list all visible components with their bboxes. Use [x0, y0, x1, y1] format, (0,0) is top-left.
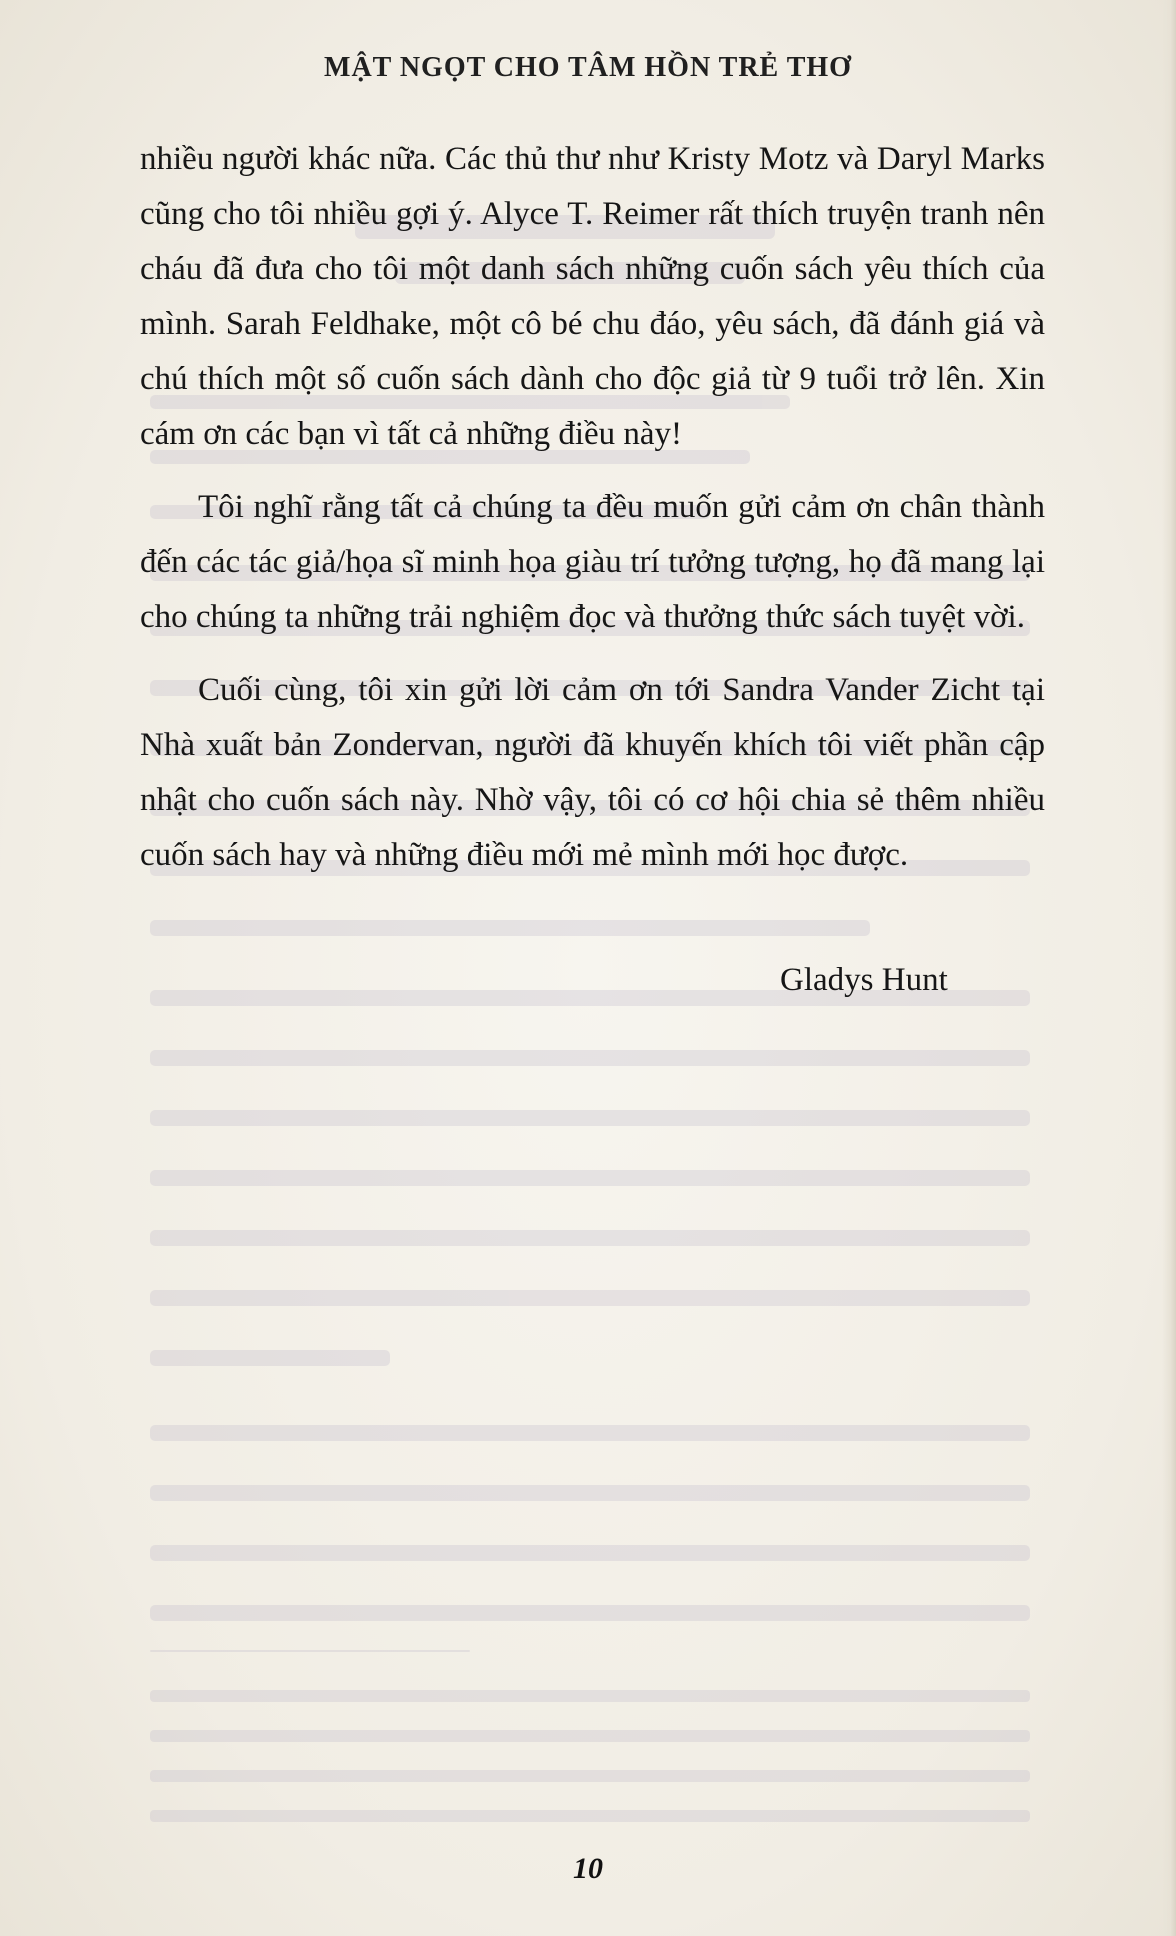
body-text — [140, 132, 1045, 883]
paragraph-1: nhiều người khác nữa. Các thủ thư như Kristy Motz và Daryl Marks cũng cho tôi nhiều gợi ý. Alyce T. Reimer rất thích truyện tranh nên cháu đã đưa cho tôi một danh sách những cuốn sách yêu thích của mình. Sarah Feldhake, một cô bé chu đáo, yêu sách, đã đánh giá và chú thích một số cuốn sách dành cho độc giả từ 9 tuổi trở lên. Xin cám ơn các bạn vì tất cả những điều này! — [140, 141, 1045, 452]
running-header: MẬT NGỌT CHO TÂM HỒN TRẺ THƠ — [324, 52, 852, 83]
page-number: 10 — [573, 1852, 603, 1885]
author-signature: Gladys Hunt — [780, 962, 948, 998]
paragraph-2: Tôi nghĩ rằng tất cả chúng ta đều muốn gửi cảm ơn chân thành đến các tác giả/họa sĩ minh họa giàu trí tưởng tượng, họ đã mang lại cho chúng ta những trải nghiệm đọc và thưởng thức sách tuyệt vời. — [140, 489, 1045, 635]
page-edge-shadow — [1162, 0, 1176, 1936]
paragraph-3: Cuối cùng, tôi xin gửi lời cảm ơn tới Sandra Vander Zicht tại Nhà xuất bản Zondervan, người đã khuyến khích tôi viết phần cập nhật cho cuốn sách này. Nhờ vậy, tôi có cơ hội chia sẻ thêm nhiều cuốn sách hay và những điều mới mẻ mình mới học được. — [140, 672, 1045, 873]
